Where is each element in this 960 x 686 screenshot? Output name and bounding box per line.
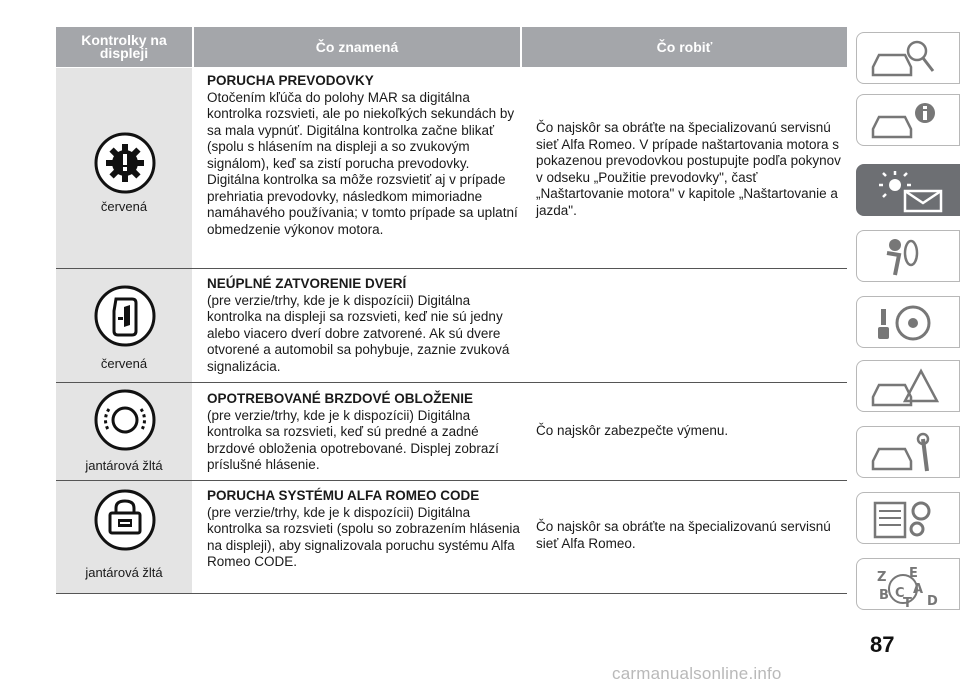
car-search-icon (865, 37, 955, 81)
table-row (56, 269, 847, 383)
watermark: carmanualsonline.info (612, 664, 782, 683)
icon-cell (56, 68, 192, 268)
steering-wheel-icon (865, 301, 955, 345)
door-open-icon (94, 285, 156, 347)
table-row (56, 68, 847, 269)
meaning-text: (pre verzie/trhy, kde je k dispozícii) Digitálna kontrolka sa rozsvieti, keď sú predné a zadné brzdové obloženia opotrebované. Displej zobrazí príslušné hlásenie. (207, 407, 499, 472)
warning-title: NEÚPLNÉ ZATVORENIE DVERÍ (207, 276, 407, 291)
meaning-cell (207, 73, 522, 238)
svg-text:C: C (895, 586, 905, 601)
color-label: jantárová žltá (85, 565, 163, 580)
brake-pad-wear-icon (94, 389, 156, 451)
car-info-icon (865, 99, 955, 143)
tab-road-emergency[interactable] (856, 360, 960, 412)
icon-cell (56, 269, 192, 382)
tab-wrench-car[interactable] (856, 426, 960, 478)
tab-steering-wheel[interactable] (856, 296, 960, 348)
specs-gear-icon (865, 497, 955, 541)
tab-airbag-person[interactable] (856, 230, 960, 282)
svg-text:T: T (903, 596, 912, 607)
meaning-cell (207, 488, 522, 571)
svg-text:D: D (927, 594, 938, 607)
road-emergency-icon (865, 365, 955, 409)
meaning-cell (207, 276, 522, 375)
meaning-text: (pre verzie/trhy, kde je k dispozícii) Digitálna kontrolka na displeji sa rozsvieti, keď nie sú jedny alebo viacero dverí dobre zatvorené. Ak sú dvere otvorené a automobil sa pohybuje, zaznie zvuková signalizácia. (207, 292, 510, 374)
color-label: červená (100, 356, 148, 371)
icon-cell (56, 383, 192, 480)
svg-text:A: A (913, 582, 924, 597)
action-text: Čo najskôr sa obráťte na špecializovanú servisnú sieť Alfa Romeo. (536, 519, 831, 551)
meaning-text: Otočením kľúča do polohy MAR sa digitálna kontrolka rozsvieti, ale po niekoľkých sekundách by sa mala vypnúť. Digitálna kontrolka začne blikať (spolu s hlásením na displeji a so zvukovým signálom), keď sa zistí porucha prevodovky. Digitálna kontrolka sa môže rozsvietiť aj v prípade prehriatia prevodovky, následkom mimoriadne namáhavého používania; v tomto prípade sa uplatní obmedzenie výkonov motora. (207, 89, 518, 237)
warning-title: OPOTREBOVANÉ BRZDOVÉ OBLOŽENIE (207, 391, 474, 406)
svg-text:Z: Z (877, 570, 887, 585)
warning-title: PORUCHA PREVODOVKY (207, 73, 374, 88)
warning-title: PORUCHA SYSTÉMU ALFA ROMEO CODE (207, 488, 480, 503)
meaning-cell (207, 391, 522, 474)
action-text: Čo najskôr sa obráťte na špecializovanú servisnú sieť Alfa Romeo. V prípade naštartovania motora s pokazenou prevodovkou postupujte podľa pokynov v odseku „Použitie prevodovky", časť „Naštartovanie motora" v kapitole „Naštartovanie a jazda". (536, 120, 841, 218)
tab-alphabet-index[interactable] (856, 558, 960, 610)
meaning-text: (pre verzie/trhy, kde je k dispozícii) Digitálna kontrolka sa rozsvieti (spolu so zobrazením hlásenia na displeji), aby signalizovala poruchu systému Alfa Romeo CODE. (207, 504, 520, 569)
header-warning-lights: Kontrolky na displeji (56, 27, 192, 67)
code-system-fault-icon (94, 489, 156, 551)
alphabet-index-icon (865, 563, 955, 607)
color-label: červená (100, 199, 148, 214)
tab-car-info[interactable] (856, 94, 960, 146)
icon-cell (56, 481, 192, 593)
transmission-fault-icon (94, 132, 156, 194)
warning-lights-icon (865, 169, 955, 213)
page-number: 87 (870, 632, 895, 657)
header-action: Čo robiť (522, 27, 847, 67)
action-text: Čo najskôr zabezpečte výmenu. (536, 423, 729, 438)
table-row (56, 481, 847, 594)
color-label: jantárová žltá (85, 458, 163, 473)
tab-car-search[interactable] (856, 32, 960, 84)
svg-text:E: E (909, 566, 918, 581)
wrench-car-icon (865, 431, 955, 475)
header-meaning: Čo znamená (194, 27, 520, 67)
airbag-person-icon (865, 235, 955, 279)
svg-text:B: B (879, 588, 889, 603)
tab-specs[interactable] (856, 492, 960, 544)
tab-warning-lights[interactable] (856, 164, 960, 216)
table-row (56, 383, 847, 481)
